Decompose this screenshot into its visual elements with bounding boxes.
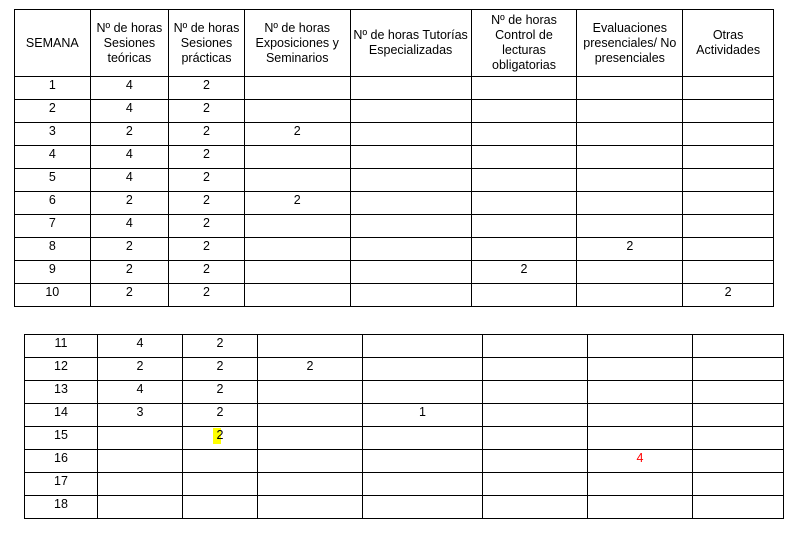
- hours-cell: [350, 123, 471, 146]
- table-row: [15, 215, 774, 238]
- hours-cell: [683, 192, 774, 215]
- hours-cell: [588, 427, 693, 450]
- hours-cell: [350, 238, 471, 261]
- hours-cell: 2: [90, 238, 169, 261]
- week-cell: 18: [25, 496, 98, 519]
- hours-cell: [483, 496, 588, 519]
- week-cell: 6: [15, 192, 91, 215]
- hours-cell: [683, 238, 774, 261]
- header-semana: SEMANA: [15, 10, 91, 77]
- hours-cell: [683, 169, 774, 192]
- table-row: [15, 261, 774, 284]
- hours-cell: 2: [258, 358, 363, 381]
- week-cell: 17: [25, 473, 98, 496]
- hours-cell: [483, 358, 588, 381]
- hours-cell: [363, 358, 483, 381]
- hours-cell: 2: [169, 146, 245, 169]
- hours-cell: [483, 404, 588, 427]
- hours-cell: 2: [244, 192, 350, 215]
- hours-cell: [693, 427, 784, 450]
- week-cell: 10: [15, 284, 91, 307]
- hours-cell: [693, 473, 784, 496]
- hours-cell: [258, 496, 363, 519]
- hours-cell: 4: [98, 335, 183, 358]
- hours-cell: 4: [90, 169, 169, 192]
- hours-cell: [244, 261, 350, 284]
- hours-cell: [588, 404, 693, 427]
- hours-cell: [350, 215, 471, 238]
- table-row: [25, 404, 784, 427]
- hours-cell: [258, 381, 363, 404]
- hours-cell: [350, 261, 471, 284]
- hours-cell: [350, 146, 471, 169]
- hours-cell: 2: [169, 284, 245, 307]
- header-sesiones-practicas: Nº de horas Sesiones prácticas: [169, 10, 245, 77]
- hours-cell: 2: [90, 192, 169, 215]
- hours-cell: [588, 496, 693, 519]
- hours-cell: 2: [90, 123, 169, 146]
- header-control-lecturas: Nº de horas Control de lecturas obligatorias: [471, 10, 577, 77]
- table-row: [25, 358, 784, 381]
- hours-cell: [683, 123, 774, 146]
- hours-cell: 2: [169, 169, 245, 192]
- header-row: [15, 10, 774, 77]
- hours-cell: 2: [244, 123, 350, 146]
- table-row: [25, 473, 784, 496]
- hours-cell: [98, 473, 183, 496]
- hours-cell: [258, 404, 363, 427]
- week-cell: 15: [25, 427, 98, 450]
- hours-cell: [183, 496, 258, 519]
- header-exposiciones-seminarios: Nº de horas Exposiciones y Seminarios: [244, 10, 350, 77]
- hours-cell: [588, 358, 693, 381]
- hours-cell: [483, 450, 588, 473]
- week-cell: 16: [25, 450, 98, 473]
- hours-cell: 2: [471, 261, 577, 284]
- hours-cell: 2: [98, 358, 183, 381]
- hours-cell: [577, 284, 683, 307]
- header-sesiones-teoricas: Nº de horas Sesiones teóricas: [90, 10, 169, 77]
- hours-cell: [244, 169, 350, 192]
- hours-cell: [183, 427, 258, 450]
- hours-cell: [471, 215, 577, 238]
- hours-cell: [577, 123, 683, 146]
- hours-cell: [483, 335, 588, 358]
- hours-cell: [350, 77, 471, 100]
- hours-cell: [693, 404, 784, 427]
- week-cell: 9: [15, 261, 91, 284]
- table-row: [15, 284, 774, 307]
- hours-cell: [471, 284, 577, 307]
- hours-cell: [693, 381, 784, 404]
- table-row: [15, 169, 774, 192]
- weekly-hours-table-bottom: [24, 334, 784, 519]
- hours-cell: [577, 215, 683, 238]
- hours-cell: 2: [169, 261, 245, 284]
- hours-cell: [363, 450, 483, 473]
- hours-cell: [577, 192, 683, 215]
- hours-cell: [588, 335, 693, 358]
- table-row: [15, 238, 774, 261]
- hours-cell: [693, 496, 784, 519]
- table-row: [25, 381, 784, 404]
- week-cell: 11: [25, 335, 98, 358]
- hours-cell: [350, 284, 471, 307]
- hours-cell: [683, 100, 774, 123]
- hours-cell: 2: [169, 100, 245, 123]
- table-row: [15, 123, 774, 146]
- hours-cell: [183, 473, 258, 496]
- hours-cell: 2: [169, 77, 245, 100]
- hours-cell: [483, 473, 588, 496]
- header-otras-actividades: Otras Actividades: [683, 10, 774, 77]
- hours-cell: 4: [98, 381, 183, 404]
- hours-cell: [350, 169, 471, 192]
- hours-cell: 4: [90, 77, 169, 100]
- hours-cell: [588, 381, 693, 404]
- table-row: [25, 335, 784, 358]
- hours-cell: 2: [183, 381, 258, 404]
- hours-cell: [183, 450, 258, 473]
- hours-cell: [244, 146, 350, 169]
- hours-cell: [258, 473, 363, 496]
- hours-cell: [577, 100, 683, 123]
- hours-cell: 4: [90, 100, 169, 123]
- hours-cell: 2: [90, 284, 169, 307]
- hours-cell: [244, 77, 350, 100]
- hours-cell: [577, 77, 683, 100]
- week-cell: 8: [15, 238, 91, 261]
- week-cell: 5: [15, 169, 91, 192]
- hours-cell: [683, 77, 774, 100]
- weekly-hours-table-top: [14, 9, 774, 307]
- hours-cell: 2: [90, 261, 169, 284]
- hours-cell: [363, 427, 483, 450]
- hours-cell: 2: [183, 335, 258, 358]
- hours-cell: 2: [169, 123, 245, 146]
- hours-cell: [471, 100, 577, 123]
- hours-cell: 2: [169, 215, 245, 238]
- hours-cell: 1: [363, 404, 483, 427]
- hours-cell: [363, 473, 483, 496]
- hours-cell: [471, 77, 577, 100]
- highlighted-value: [217, 428, 224, 442]
- week-cell: 1: [15, 77, 91, 100]
- hours-cell: [693, 335, 784, 358]
- hours-cell: [588, 473, 693, 496]
- table-row: [15, 77, 774, 100]
- hours-cell: [258, 427, 363, 450]
- week-cell: 4: [15, 146, 91, 169]
- hours-cell: 2: [577, 238, 683, 261]
- hours-cell: 2: [183, 404, 258, 427]
- hours-cell: [244, 215, 350, 238]
- table-row: [15, 192, 774, 215]
- table-row: [15, 146, 774, 169]
- header-evaluaciones: Evaluaciones presenciales/ No presenciales: [577, 10, 683, 77]
- hours-cell: 4: [90, 215, 169, 238]
- hours-cell: [98, 427, 183, 450]
- table-row: [25, 496, 784, 519]
- hours-cell: [363, 335, 483, 358]
- hours-cell: [244, 100, 350, 123]
- week-cell: 13: [25, 381, 98, 404]
- table-row: [25, 427, 784, 450]
- hours-cell: [483, 381, 588, 404]
- hours-cell: [471, 146, 577, 169]
- hours-cell: [244, 238, 350, 261]
- hours-cell: [258, 450, 363, 473]
- hours-cell: [244, 284, 350, 307]
- hours-cell: [471, 169, 577, 192]
- week-cell: 3: [15, 123, 91, 146]
- hours-cell: [683, 215, 774, 238]
- hours-cell: [350, 100, 471, 123]
- hours-cell: [693, 450, 784, 473]
- table-row: [25, 450, 784, 473]
- hours-cell: 4: [90, 146, 169, 169]
- hours-cell: [471, 123, 577, 146]
- hours-cell: 2: [169, 192, 245, 215]
- hours-cell: [363, 496, 483, 519]
- hours-cell: [98, 450, 183, 473]
- hours-cell: [577, 261, 683, 284]
- week-cell: 14: [25, 404, 98, 427]
- hours-cell: [363, 381, 483, 404]
- hours-cell: [471, 192, 577, 215]
- hours-cell: 2: [683, 284, 774, 307]
- table-row: [15, 100, 774, 123]
- hours-cell: [483, 427, 588, 450]
- hours-cell: [258, 335, 363, 358]
- hours-cell: 2: [169, 238, 245, 261]
- week-cell: 2: [15, 100, 91, 123]
- week-cell: 7: [15, 215, 91, 238]
- hours-cell: [577, 146, 683, 169]
- hours-cell: [350, 192, 471, 215]
- hours-cell: [683, 261, 774, 284]
- header-tutorias-especializadas: Nº de horas Tutorías Especializadas: [350, 10, 471, 77]
- hours-cell: [577, 169, 683, 192]
- hours-cell: 3: [98, 404, 183, 427]
- hours-cell: [683, 146, 774, 169]
- hours-cell: [693, 358, 784, 381]
- hours-cell: 2: [183, 358, 258, 381]
- week-cell: 12: [25, 358, 98, 381]
- hours-cell: 4: [588, 450, 693, 473]
- hours-cell: [471, 238, 577, 261]
- highlighted-text: 2: [216, 428, 224, 442]
- hours-cell: [98, 496, 183, 519]
